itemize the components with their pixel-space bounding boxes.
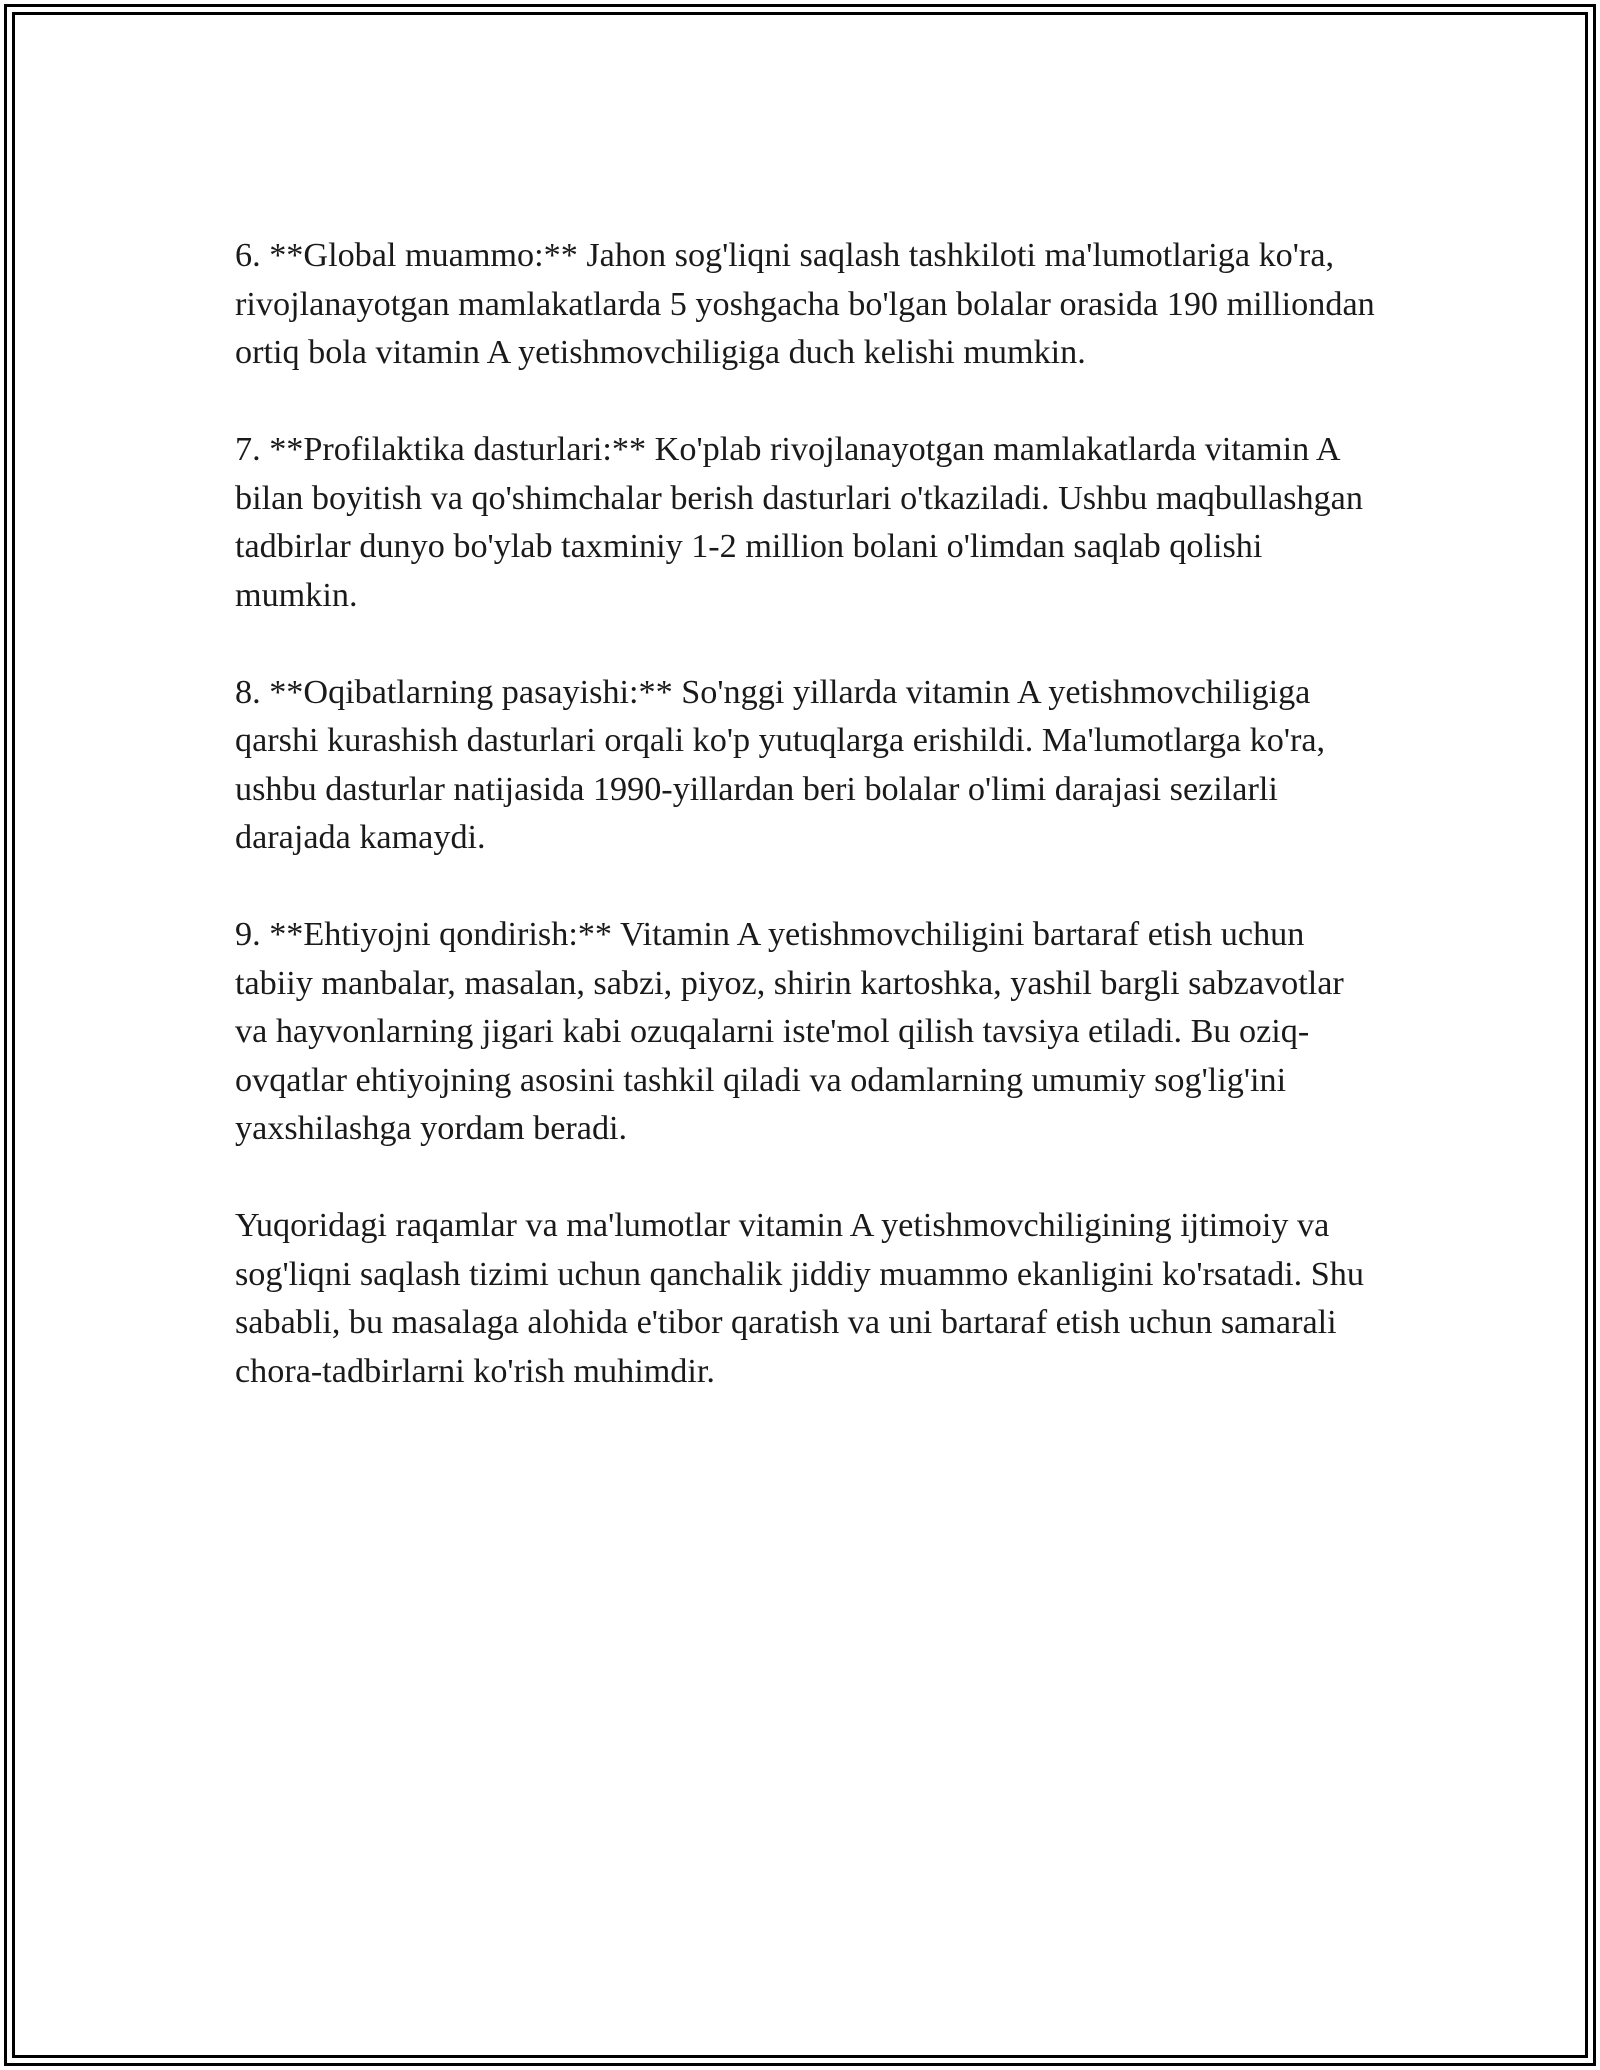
paragraph-global-muammo: 6. **Global muammo:** Jahon sog'liqni saqlash tashkiloti ma'lumotlariga ko'ra, rivojlanayotgan mamlakatlarda 5 yoshgacha bo'lgan bolalar orasida 190 milliondan ortiq bola vitamin A yetishmovchiligiga duch kelishi mumkin. [235, 237, 1375, 371]
paragraph-oqibatlarning-pasayishi: 8. **Oqibatlarning pasayishi:** So'nggi yillarda vitamin A yetishmovchiligiga qarshi kurashish dasturlari orqali ko'p yutuqlarga erishildi. Ma'lumotlarga ko'ra, ushbu dasturlar natijasida 1990-yillardan beri bolalar o'limi darajasi sezilarli darajada kamaydi. [235, 673, 1326, 856]
paragraph-conclusion: Yuqoridagi raqamlar va ma'lumotlar vitamin A yetishmovchiligining ijtimoiy va sog'liqni saqlash tizimi uchun qanchalik jiddiy muammo ekanligini ko'rsatadi. Shu sababli, bu masalaga alohida e'tibor qaratish va uni bartaraf etish uchun samarali chora-tadbirlarni ko'rish muhimdir. [235, 1207, 1364, 1390]
document-body [235, 232, 1375, 1396]
paragraph-profilaktika-dasturlari: 7. **Profilaktika dasturlari:** Ko'plab rivojlanayotgan mamlakatlarda vitamin A bilan boyitish va qo'shimchalar berish dasturlari o'tkaziladi. Ushbu maqbullashgan tadbirlar dunyo bo'ylab taxminiy 1-2 million bolani o'limdan saqlab qolishi mumkin. [235, 431, 1363, 614]
paragraph-ehtiyojni-qondirish: 9. **Ehtiyojni qondirish:** Vitamin A yetishmovchiligini bartaraf etish uchun tabiiy manbalar, masalan, sabzi, piyoz, shirin kartoshka, yashil bargli sabzavotlar va hayvonlarning jigari kabi ozuqalarni iste'mol qilish tavsiya etiladi. Bu oziq-ovqatlar ehtiyojning asosini tashkil qiladi va odamlarning umumiy sog'lig'ini yaxshilashga yordam beradi. [235, 916, 1344, 1147]
